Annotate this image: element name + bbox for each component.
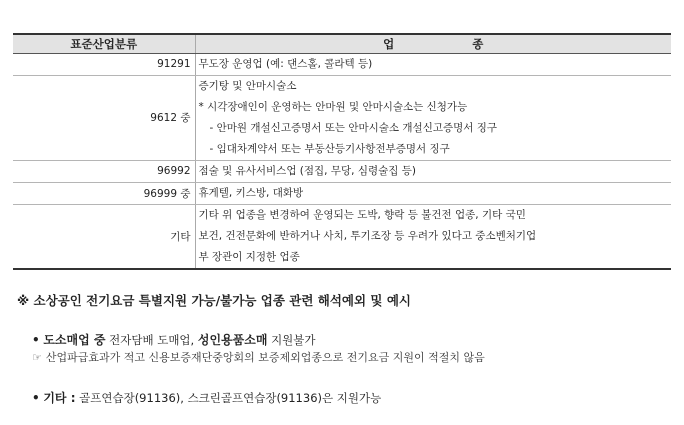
pointing-hand-icon: ☞ [32,351,42,364]
row-code: 96999 중 [13,182,195,204]
note-text: 산업파급효과가 적고 신용보증재단중앙회의 보증제외업종으로 전기요금 지원이 적절치 않음 [45,351,485,364]
table-row [13,53,671,75]
row-code: 기타 [13,204,195,269]
row-line: - 안마원 개설신고증명서 또는 안마시술소 개설신고증명서 징구 [209,121,498,134]
row-line: 부 장관이 지정한 업종 [198,250,300,263]
table-row [13,182,671,204]
bullet-mark: • [32,391,40,405]
table-header-row [13,34,671,53]
row-line: 휴게텔, 키스방, 대화방 [198,186,304,199]
row-line: - 임대차계약서 또는 부동산등기사항전부증명서 징구 [209,142,450,155]
row-industry [195,160,671,182]
row-code: 9612 중 [13,75,195,160]
bullet-other [32,389,381,406]
row-line: 무도장 운영업 (예: 댄스홀, 콜라텍 등) [198,57,373,70]
row-code: 96992 [13,160,195,182]
note-line [32,349,485,365]
bullet-text: 골프연습장(91136), 스크린골프연습장(91136)은 지원가능 [75,391,382,405]
header-code: 표준산업분류 [13,34,195,53]
row-industry [195,204,671,269]
bullet-mark: • [32,333,40,347]
row-industry [195,53,671,75]
header-industry [195,34,671,53]
row-line: 점술 및 유사서비스업 (점집, 무당, 심령술집 등) [198,164,416,177]
row-code: 91291 [13,53,195,75]
bullet-bold-text: 성인용품소매 [197,333,268,347]
table-row [13,204,671,269]
table-row [13,160,671,182]
header-industry-b: 종 [472,36,484,51]
row-line: * 시각장애인이 운영하는 안마원 및 안마시술소는 신청가능 [198,100,468,113]
bullet-text: 지원불가 [267,333,316,347]
industry-table [13,33,671,270]
restricted-industry-table [13,33,671,270]
header-industry-a: 업 [383,36,395,51]
row-industry [195,182,671,204]
bullet-label: 기타 : [43,391,76,405]
row-line: 보건, 건전문화에 반하거나 사치, 투기조장 등 우려가 있다고 중소벤처기업 [198,229,537,242]
row-line: 증기탕 및 안마시술소 [198,79,297,92]
section-title: ※ 소상공인 전기요금 특별지원 가능/불가능 업종 관련 해석예외 및 예시 [17,293,411,308]
row-line: 기타 위 업종을 변경하여 운영되는 도박, 향락 등 불건전 업종, 기타 국민 [198,208,526,221]
bullet-text: 전자담배 도매업, [105,333,198,347]
row-industry [195,75,671,160]
bullet-label: 도소매업 중 [43,333,106,347]
bullet-wholesale-retail [32,331,316,348]
table-row [13,75,671,160]
